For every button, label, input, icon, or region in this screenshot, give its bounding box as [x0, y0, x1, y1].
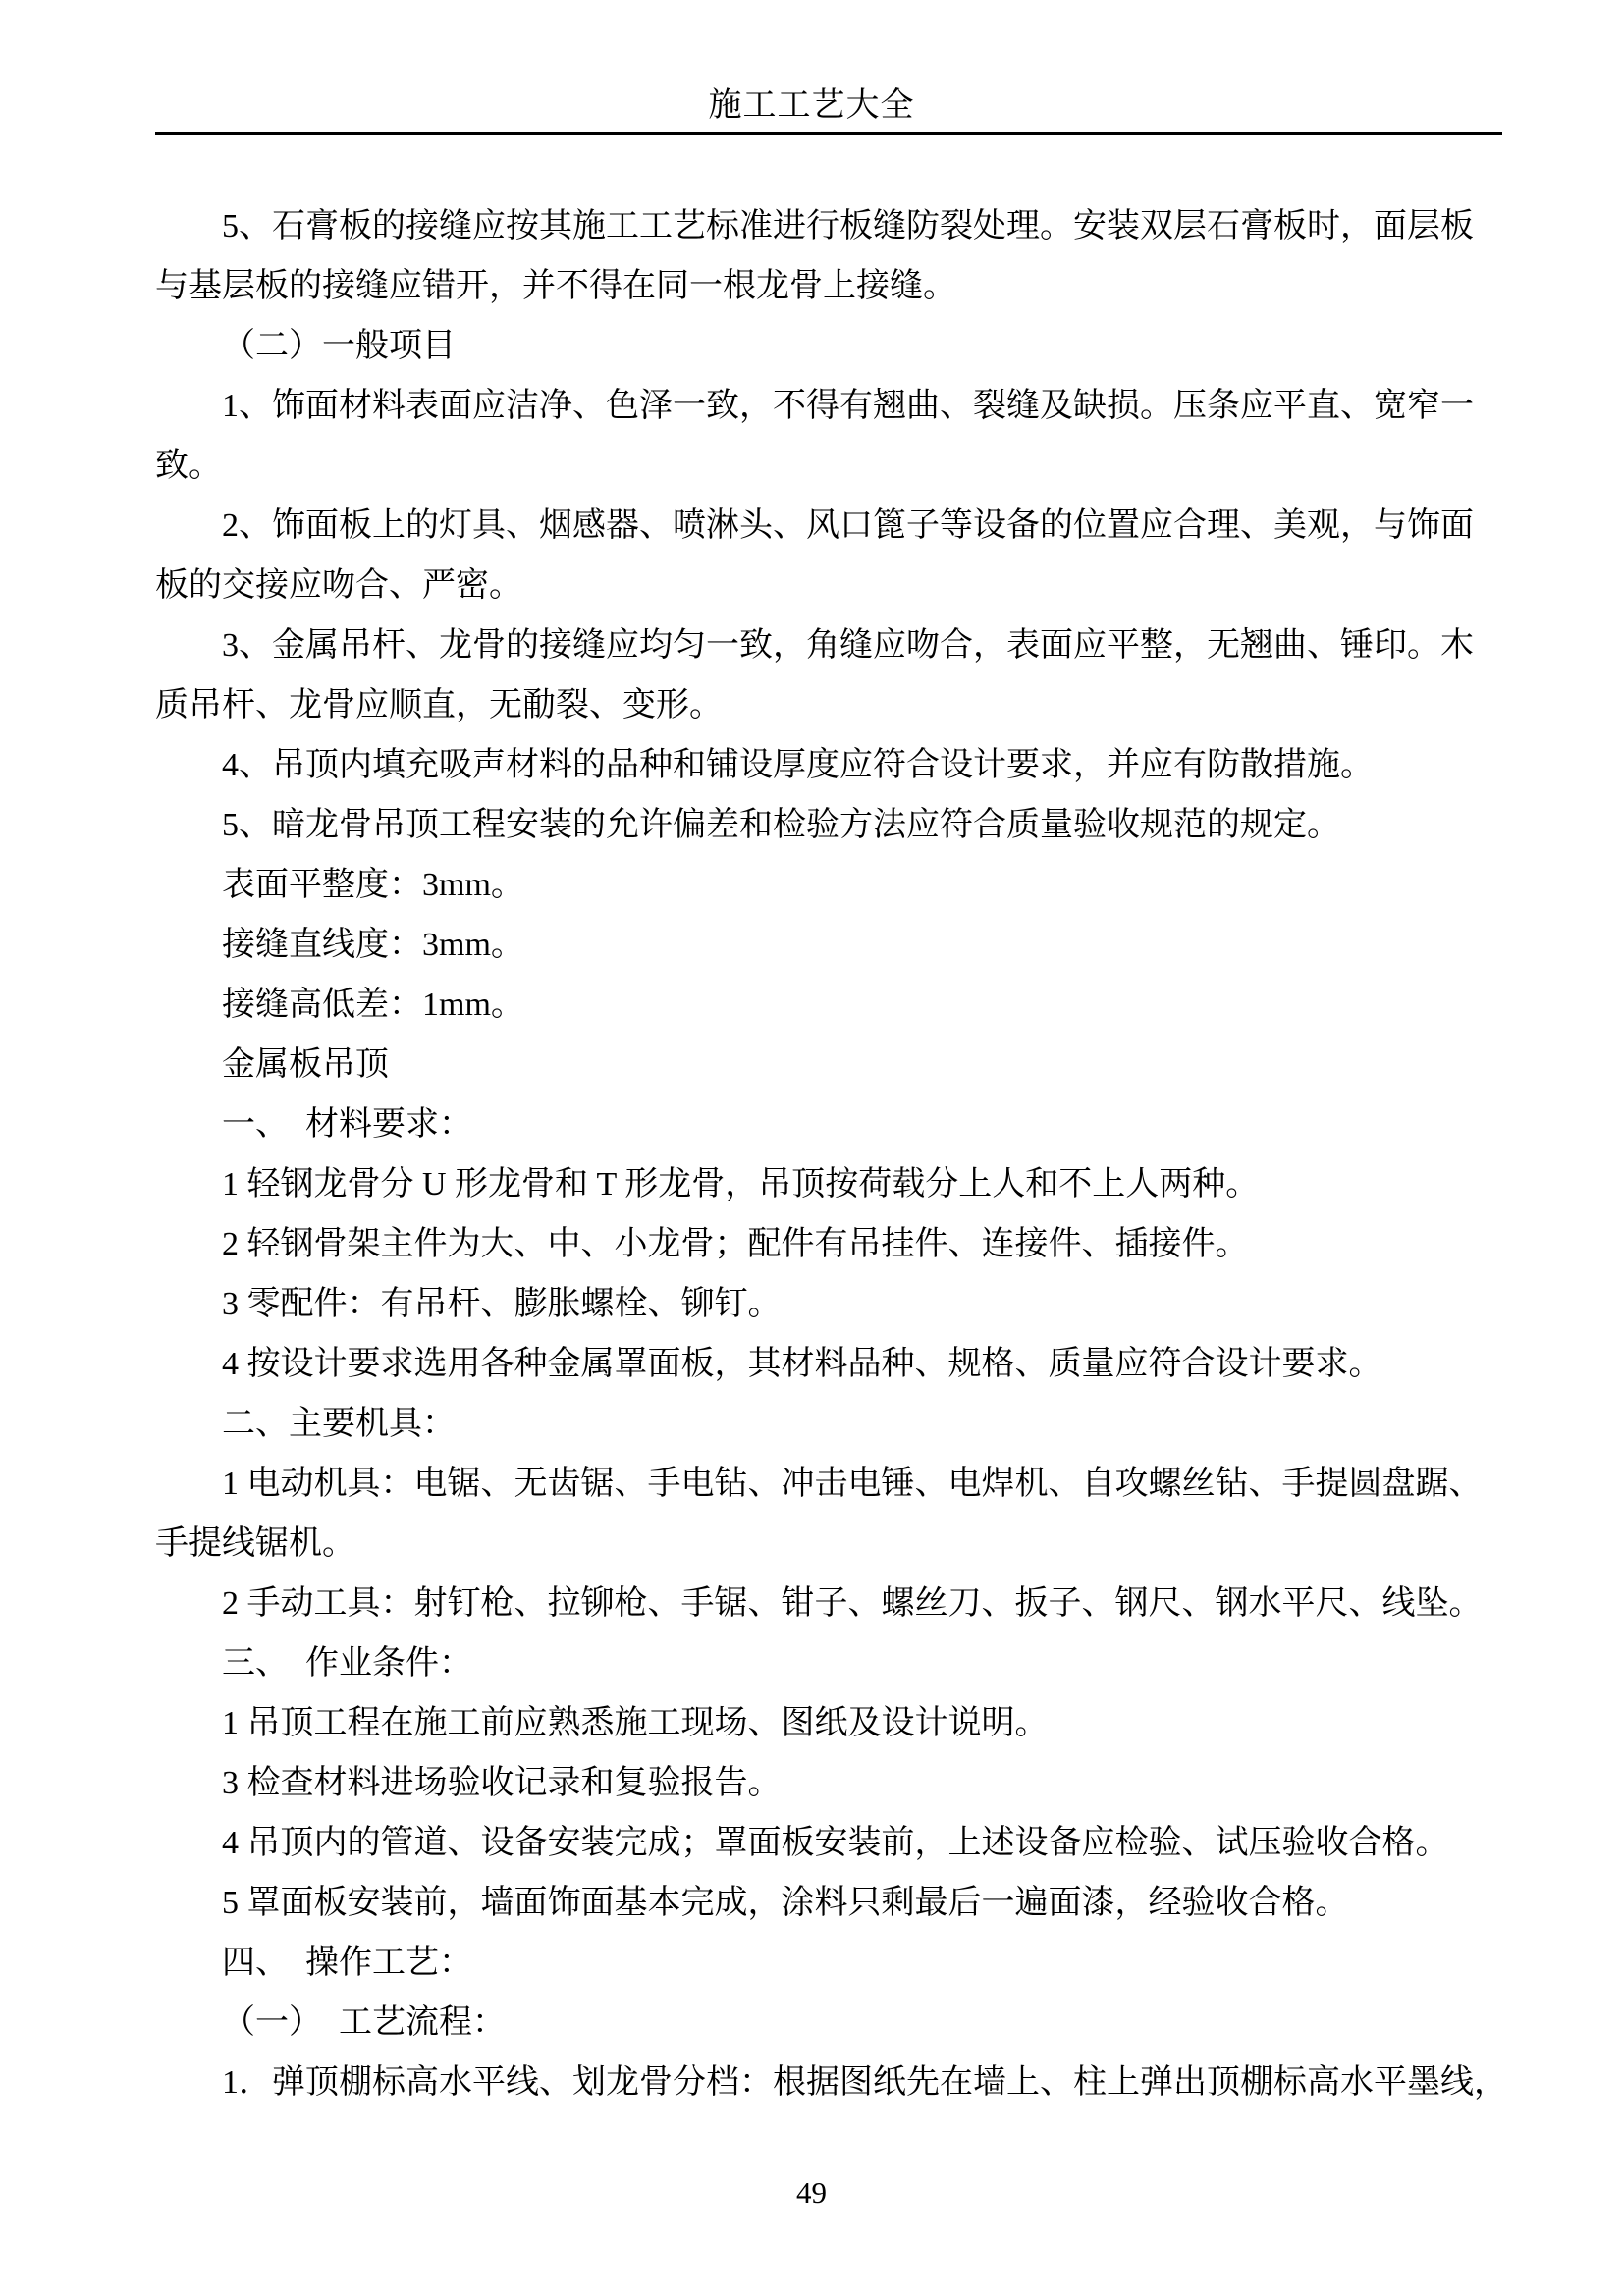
text-line: 接缝高低差：1mm。 [222, 987, 524, 1023]
text-line: 5、石膏板的接缝应按其施工工艺标准进行板缝防裂处理。安装双层石膏板时，面层板 [222, 208, 1474, 244]
text-line: 接缝直线度：3mm。 [222, 927, 524, 963]
text-line: 5 罩面板安装前，墙面饰面基本完成，涂料只剩最后一遍面漆，经验收合格。 [222, 1885, 1349, 1921]
text-line: 三、 作业条件： [222, 1645, 472, 1682]
document-title: 施工工艺大全 [708, 87, 915, 124]
text-line: 致。 [155, 448, 222, 484]
text-line: 3 零配件：有吊杆、膨胀螺栓、铆钉。 [222, 1286, 782, 1322]
text-line: 一、 材料要求： [222, 1106, 472, 1143]
document-body [155, 196, 1530, 2112]
text-line: 1 轻钢龙骨分 U 形龙骨和 T 形龙骨，吊顶按荷载分上人和不上人两种。 [222, 1166, 1260, 1202]
text-line: 金属板吊顶 [222, 1046, 389, 1083]
text-line: （一） 工艺流程： [222, 2004, 506, 2041]
text-line: 4 按设计要求选用各种金属罩面板，其材料品种、规格、质量应符合设计要求。 [222, 1346, 1382, 1382]
text-line: 3 检查材料进场验收记录和复验报告。 [222, 1765, 782, 1801]
text-line: 4、吊顶内填充吸声材料的品种和铺设厚度应符合设计要求，并应有防散措施。 [222, 747, 1374, 783]
page-header [0, 0, 1623, 135]
text-line: 4 吊顶内的管道、设备安装完成；罩面板安装前，上述设备应检验、试压验收合格。 [222, 1825, 1449, 1861]
text-line: 5、暗龙骨吊顶工程安装的允许偏差和检验方法应符合质量验收规范的规定。 [222, 807, 1340, 843]
page-footer [0, 2175, 1623, 2211]
text-line: 2、饰面板上的灯具、烟感器、喷淋头、风口篦子等设备的位置应合理、美观，与饰面 [222, 507, 1474, 544]
text-line: 四、 操作工艺： [222, 1945, 472, 1981]
text-line: 手提线锯机。 [155, 1525, 355, 1562]
text-line: 1．弹顶棚标高水平线、划龙骨分档：根据图纸先在墙上、柱上弹出顶棚标高水平墨线， [222, 2064, 1507, 2101]
header-divider [155, 132, 1502, 135]
text-line: 1、饰面材料表面应洁净、色泽一致，不得有翘曲、裂缝及缺损。压条应平直、宽窄一 [222, 388, 1474, 424]
text-line: 质吊杆、龙骨应顺直，无勈裂、变形。 [155, 687, 723, 723]
text-line: （二）一般项目 [222, 328, 456, 364]
text-line: 2 手动工具：射钉枪、拉铆枪、手锯、钳子、螺丝刀、扳子、钢尺、钢水平尺、线坠。 [222, 1585, 1483, 1622]
text-line: 板的交接应吻合、严密。 [155, 567, 522, 604]
text-line: 3、金属吊杆、龙骨的接缝应均匀一致，角缝应吻合，表面应平整，无翘曲、锤印。木 [222, 627, 1474, 664]
text-line: 1 电动机具：电锯、无齿锯、手电钻、冲击电锤、电焊机、自攻螺丝钻、手提圆盘踞、 [222, 1466, 1483, 1502]
text-line: 1 吊顶工程在施工前应熟悉施工现场、图纸及设计说明。 [222, 1705, 1049, 1741]
text-line: 2 轻钢骨架主件为大、中、小龙骨；配件有吊挂件、连接件、插接件。 [222, 1226, 1249, 1262]
page-number: 49 [796, 2175, 827, 2210]
text-line: 与基层板的接缝应错开，并不得在同一根龙骨上接缝。 [155, 268, 956, 304]
text-line: 表面平整度：3mm。 [222, 867, 524, 903]
text-line: 二、主要机具： [222, 1406, 456, 1442]
